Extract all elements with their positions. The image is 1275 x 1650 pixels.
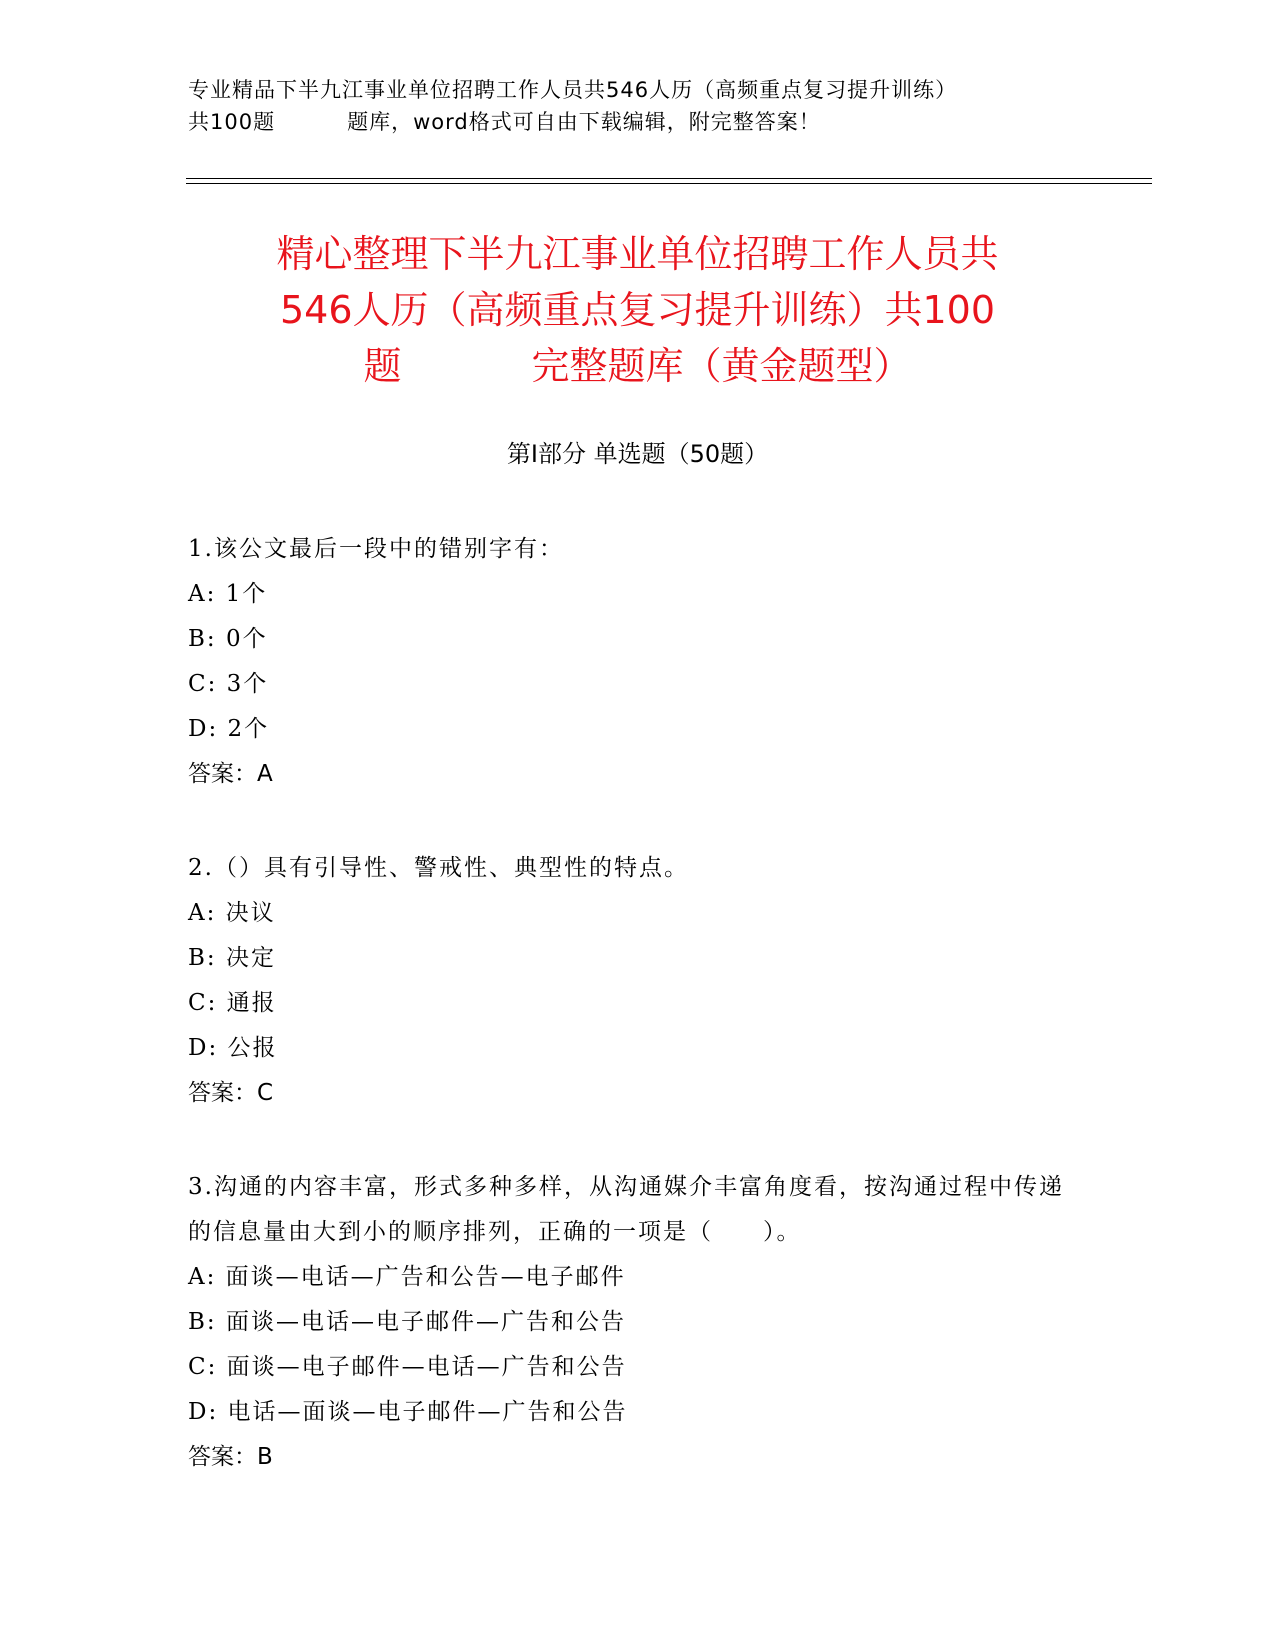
option-c: C: 面谈—电子邮件—电话—广告和公告 — [188, 1354, 627, 1380]
question-stem: 2.（）具有引导性、警戒性、典型性的特点。 — [188, 855, 689, 881]
title-line-2: 546人历（高频重点复习提升训练）共100 — [279, 288, 996, 332]
option-a: A: 面谈—电话—广告和公告—电子邮件 — [188, 1264, 626, 1290]
option-a: A: 1个 — [188, 581, 268, 607]
section-heading: 第Ⅰ部分 单选题（50题） — [506, 440, 769, 468]
option-c: C: 3个 — [188, 671, 269, 697]
title-line-3a: 题 — [363, 344, 402, 388]
page-header — [188, 74, 1088, 138]
title-line-1: 精心整理下半九江事业单位招聘工作人员共 — [276, 232, 999, 276]
question-3 — [188, 1165, 1068, 1480]
question-2 — [188, 846, 1068, 1116]
document-title — [150, 226, 1125, 394]
header-line-2 — [188, 106, 1088, 138]
answer-line: 答案：C — [188, 1080, 274, 1106]
option-d: D: 电话—面谈—电子邮件—广告和公告 — [188, 1399, 628, 1425]
header-divider-top — [186, 178, 1152, 179]
option-b: B: 0个 — [188, 626, 268, 652]
option-d: D: 公报 — [188, 1035, 278, 1061]
header-line-1: 专业精品下半九江事业单位招聘工作人员共546人历（高频重点复习提升训练） — [188, 78, 958, 102]
title-line-3 — [150, 338, 1125, 394]
answer-line: 答案：A — [188, 761, 273, 787]
header-divider-bottom — [186, 183, 1152, 184]
title-line-3b: 完整题库（黄金题型） — [531, 344, 912, 388]
question-stem: 1.该公文最后一段中的错别字有： — [188, 536, 564, 562]
option-b: B: 面谈—电话—电子邮件—广告和公告 — [188, 1309, 626, 1335]
option-b: B: 决定 — [188, 945, 276, 971]
question-stem: 3.沟通的内容丰富，形式多种多样，从沟通媒介丰富角度看，按沟通过程中传递的信息量由大到小的顺序排列，正确的一项是（ ）。 — [188, 1174, 1064, 1245]
answer-line: 答案：B — [188, 1444, 273, 1470]
option-d: D: 2个 — [188, 716, 270, 742]
option-c: C: 通报 — [188, 990, 277, 1016]
header-note: 题库，word格式可自由下载编辑，附完整答案！ — [347, 110, 821, 134]
question-1 — [188, 527, 1068, 797]
header-count: 共100题 — [188, 110, 276, 134]
option-a: A: 决议 — [188, 900, 276, 926]
